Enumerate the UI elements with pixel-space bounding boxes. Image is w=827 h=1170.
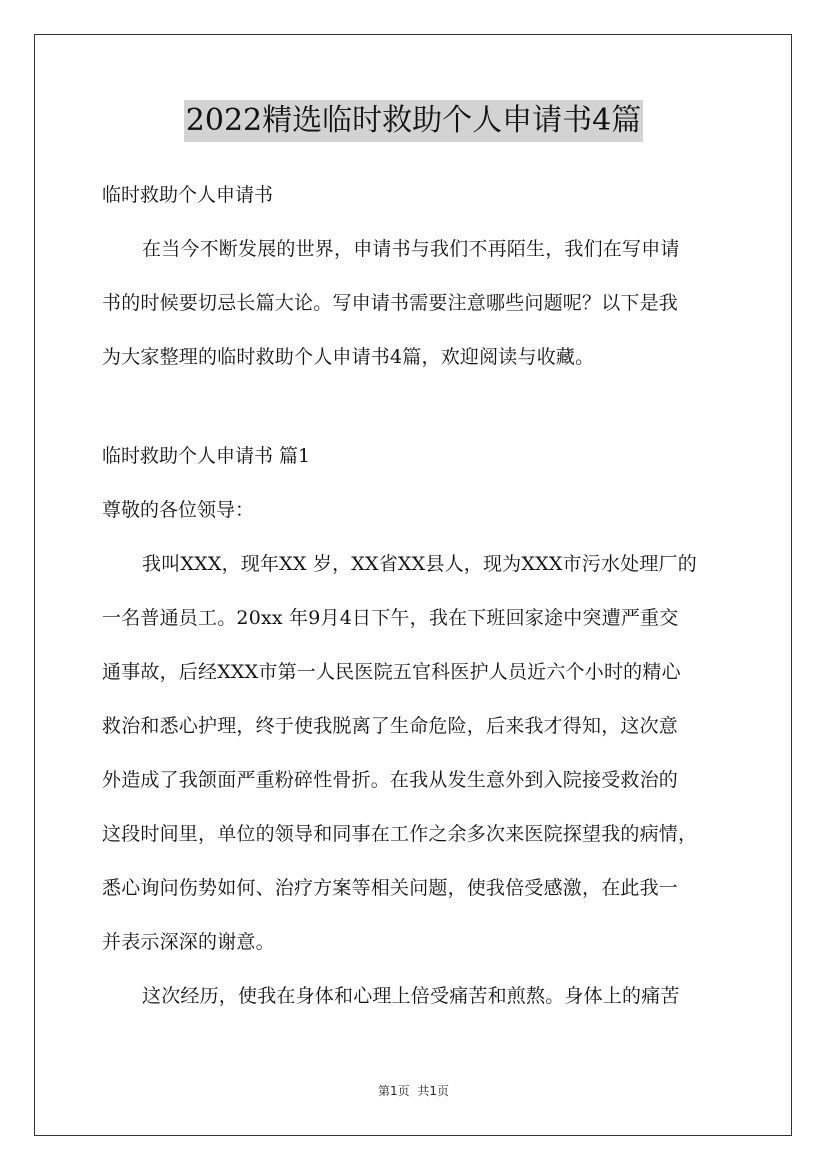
spacer xyxy=(102,384,742,429)
page-total: 共1页 xyxy=(417,1084,450,1098)
paragraph-line: 救治和悉心护理，终于使我脱离了生命危险，后来我才得知，这次意 xyxy=(102,715,679,737)
paragraph-line: 这次经历，使我在身体和心理上倍受痛苦和煎熬。身体上的痛苦 xyxy=(142,985,680,1007)
paragraph-line: 一名普通员工。20xx 年9月4日下午，我在下班回家途中突遭严重交 xyxy=(102,607,679,629)
section-heading: 临时救助个人申请书 篇1 xyxy=(102,445,311,467)
paragraph-line: 这段时间里，单位的领导和同事在工作之余多次来医院探望我的病情， xyxy=(102,823,698,845)
paragraph-line: 通事故，后经XXX市第一人民医院五官科医护人员近六个小时的精心 xyxy=(102,661,681,683)
title-container xyxy=(0,100,827,142)
intro-line: 在当今不断发展的世界，申请书与我们不再陌生，我们在写申请 xyxy=(142,238,680,260)
intro-line: 书的时候要切忌长篇大论。写申请书需要注意哪些问题呢？以下是我 xyxy=(102,292,679,314)
document-title: 2022精选临时救助个人申请书4篇 xyxy=(184,100,643,142)
page-footer xyxy=(0,1082,827,1099)
paragraph-line: 悉心询问伤势如何、治疗方案等相关问题，使我倍受感激，在此我一 xyxy=(102,877,679,899)
page-number: 第1页 xyxy=(377,1084,410,1098)
paragraph-line: 我叫XXX，现年XX 岁，XX省XX县人，现为XXX市污水处理厂的 xyxy=(142,553,697,575)
paragraph-line: 外造成了我颌面严重粉碎性骨折。在我从发生意外到入院接受救治的 xyxy=(102,769,679,791)
salutation: 尊敬的各位领导： xyxy=(102,499,255,521)
subtitle: 临时救助个人申请书 xyxy=(102,184,274,206)
intro-line: 为大家整理的临时救助个人申请书4篇，欢迎阅读与收藏。 xyxy=(102,346,595,368)
paragraph-line: 并表示深深的谢意。 xyxy=(102,931,275,953)
document-body xyxy=(102,168,742,1023)
